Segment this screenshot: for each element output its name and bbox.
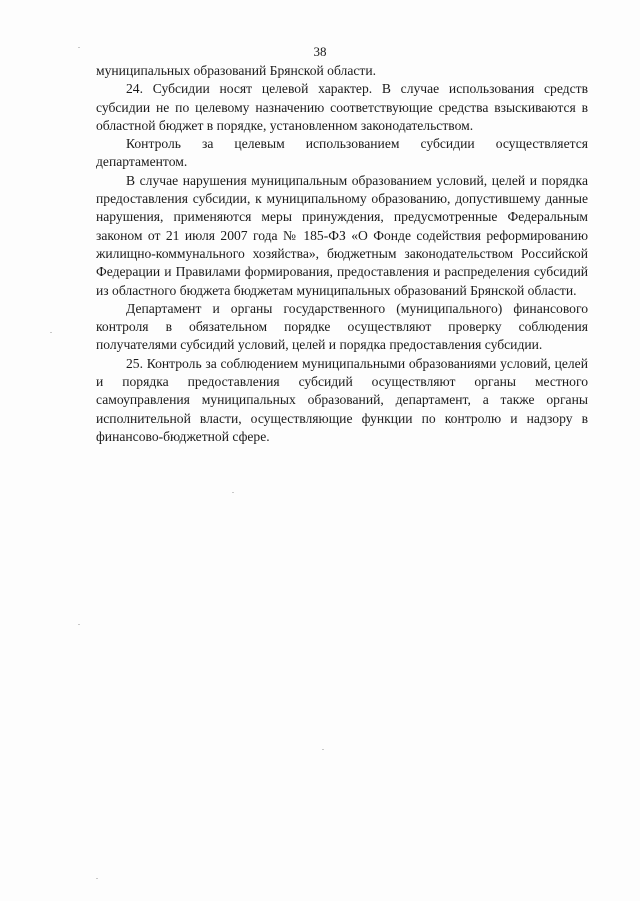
scan-speck	[50, 332, 52, 333]
document-body	[96, 62, 588, 446]
scan-speck	[232, 492, 234, 493]
paragraph-control: Контроль за целевым использованием субсидии осуществляется департаментом.	[96, 136, 588, 170]
paragraph-violation: В случае нарушения муниципальным образованием условий, целей и порядка предоставления субсидии, к муниципальному образованию, допустившему данные нарушения, применяются меры принуждения, предусмотренные Федеральным законом от 21 июля 2007 года № 185-ФЗ «О Фонде содействия реформированию жилищно-коммунального хозяйства», бюджетным законодательством Российской Федерации и Правилами формирования, предоставления и распределения субсидий из областного бюджета бюджетам муниципальных образований Брянской области.	[96, 172, 588, 298]
scan-speck	[78, 47, 80, 48]
paragraph-item-25: 25. Контроль за соблюдением муниципальными образованиями условий, целей и порядка предоставления субсидий осуществляют органы местного самоуправления муниципальных образований, департамент, а также органы исполнительной власти, осуществляющие функции по контролю и надзору в финансово-бюджетной сфере.	[96, 355, 588, 444]
scan-speck	[96, 878, 98, 879]
paragraph-item-24: 24. Субсидии носят целевой характер. В случае использования средств субсидии не по целевому назначению соответствующие средства взыскиваются в областной бюджет в порядке, установленном законодательством.	[96, 81, 588, 133]
paragraph-continuation: муниципальных образований Брянской области.	[96, 63, 377, 78]
scan-speck	[78, 624, 80, 625]
scan-speck	[322, 749, 324, 750]
paragraph-audit: Департамент и органы государственного (муниципального) финансового контроля в обязательном порядке осуществляют проверку соблюдения получателями субсидий условий, целей и порядка предоставления субсидии.	[96, 300, 588, 353]
page-number: 38	[313, 44, 327, 59]
